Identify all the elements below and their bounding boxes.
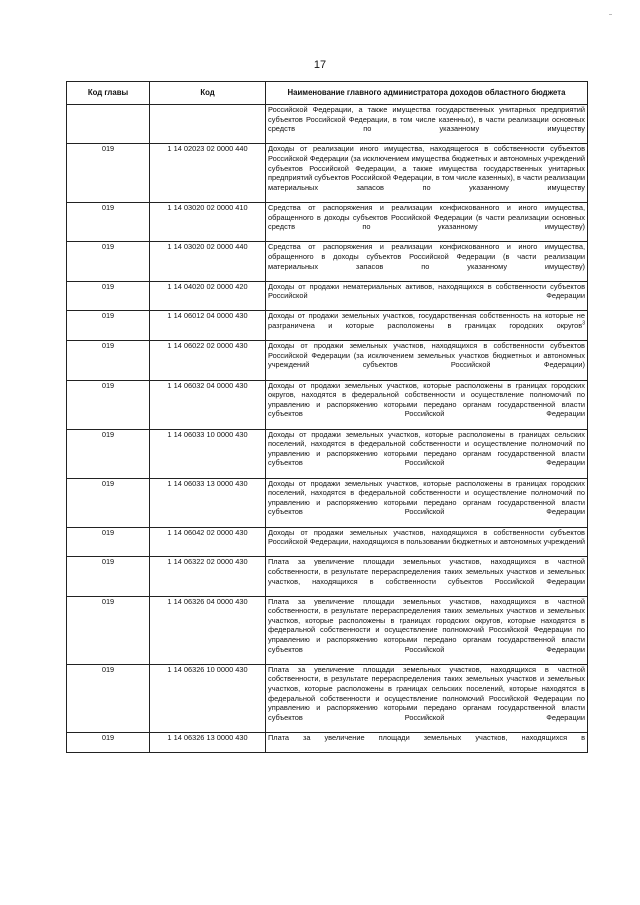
revenue-name-text: Доходы от продажи нематериальных активов, находящихся в собственности субъектов Российской Федерации: [268, 281, 585, 301]
revenue-name-cell: [266, 478, 588, 527]
revenue-code-cell: 1 14 06042 02 0000 430: [150, 527, 266, 557]
table-row: [67, 144, 588, 203]
chapter-code-cell: [67, 105, 150, 144]
table-row: [67, 341, 588, 380]
table-row: [67, 429, 588, 478]
table-row: [67, 664, 588, 732]
scan-mark: [609, 14, 612, 15]
chapter-code-cell: 019: [67, 596, 150, 664]
table-row: [67, 557, 588, 596]
chapter-code-cell: 019: [67, 664, 150, 732]
revenue-name-text: Доходы от продажи земельных участков, государственная собственность на которые не разграничена и которые расположены в границах городских округов: [268, 311, 585, 331]
revenue-name-text: Средства от распоряжения и реализации конфискованного и иного имущества, обращенного в доходы субъектов Российской Федерации (в части реализации основных средств по указанному имуществу): [268, 202, 585, 232]
page-number: 17: [313, 59, 327, 71]
revenue-name-cell: [266, 527, 588, 557]
table-header-row: [67, 82, 588, 105]
table-row: [67, 242, 588, 281]
chapter-code-cell: 019: [67, 281, 150, 311]
revenue-code-cell: [150, 105, 266, 144]
revenue-name-text: Плата за увеличение площади земельных участков, находящихся в частной собственности, в результате перераспределения таких земельных участков и земельных участков, которые расположены в границах сельских поселений, которые находятся в федеральной собственности и осуществление полномочий Российской Федерации по управлению и распоряжению которыми передано органам государственной власти субъектов Российской Федерации: [268, 664, 585, 722]
table-row: [67, 596, 588, 664]
revenue-code-cell: 1 14 06012 04 0000 430: [150, 311, 266, 341]
table-row: [67, 311, 588, 341]
table-row: [67, 202, 588, 241]
revenue-code-cell: 1 14 06322 02 0000 430: [150, 557, 266, 596]
chapter-code-cell: 019: [67, 311, 150, 341]
revenue-code-cell: 1 14 06022 02 0000 430: [150, 341, 266, 380]
revenue-name-cell: [266, 557, 588, 596]
chapter-code-cell: 019: [67, 478, 150, 527]
table-row: [67, 281, 588, 311]
table-row: [67, 380, 588, 429]
revenue-name-text: Плата за увеличение площади земельных участков, находящихся в частной собственности, в результате перераспределения таких земельных участков и земельных участков, находящихся в собственности субъектов Российской Федерации: [268, 557, 585, 586]
revenue-name-cell: [266, 144, 588, 203]
revenue-name-cell: [266, 596, 588, 664]
revenue-name-text: Плата за увеличение площади земельных участков, находящихся в частной собственности, в результате перераспределения таких земельных участков и земельных участков, которые расположены в границах городских округов, которые находятся в федеральной собственности и осуществление полномочий Российской Федерации по управлению и распоряжению которыми передано органам государственной власти субъектов Российской Федерации: [268, 596, 585, 654]
revenue-code-cell: 1 14 06033 10 0000 430: [150, 429, 266, 478]
header-administrator-name: Наименование главного администратора доходов областного бюджета: [266, 82, 588, 105]
revenue-name-cell: [266, 311, 588, 341]
chapter-code-cell: 019: [67, 429, 150, 478]
header-chapter-code: Код главы: [67, 82, 150, 105]
chapter-code-cell: 019: [67, 733, 150, 753]
revenue-codes-table: [66, 81, 588, 753]
chapter-code-cell: 019: [67, 144, 150, 203]
revenue-name-text: Доходы от продажи земельных участков, которые расположены в границах городских поселений, находятся в федеральной собственности и осуществление полномочий по управлению и распоряжению которыми передано органам государственной власти субъектов Российской Федерации: [268, 478, 585, 517]
revenue-code-cell: 1 14 06032 04 0000 430: [150, 380, 266, 429]
revenue-name-cell: [266, 202, 588, 241]
chapter-code-cell: 019: [67, 557, 150, 596]
revenue-name-cell: [266, 733, 588, 753]
revenue-code-cell: 1 14 06326 04 0000 430: [150, 596, 266, 664]
revenue-code-cell: 1 14 04020 02 0000 420: [150, 281, 266, 311]
revenue-name-text: Российской Федерации, а также имущества государственных унитарных предприятий субъектов Российской Федерации, в том числе казенных), в части реализации основных средств по указанному имуществу: [268, 105, 585, 134]
chapter-code-cell: 019: [67, 242, 150, 281]
table-row: [67, 527, 588, 557]
revenue-name-text: Средства от распоряжения и реализации конфискованного и иного имущества, обращенного в доходы субъектов Российской Федерации (в части реализации материальных запасов по указанному имуществу): [268, 242, 585, 271]
revenue-code-cell: 1 14 06326 13 0000 430: [150, 733, 266, 753]
chapter-code-cell: 019: [67, 202, 150, 241]
table-row: [67, 733, 588, 753]
revenue-name-cell: [266, 281, 588, 311]
chapter-code-cell: 019: [67, 527, 150, 557]
revenue-name-cell: [266, 380, 588, 429]
table-row: [67, 105, 588, 144]
revenue-name-text: Доходы от продажи земельных участков, находящихся в собственности субъектов Российской Федерации (за исключением земельных участков бюджетных и автономных учреждений субъектов Российской Федерации): [268, 341, 585, 370]
revenue-code-cell: 1 14 02023 02 0000 440: [150, 144, 266, 203]
revenue-code-cell: 1 14 03020 02 0000 410: [150, 202, 266, 241]
revenue-code-cell: 1 14 03020 02 0000 440: [150, 242, 266, 281]
revenue-name-cell: [266, 429, 588, 478]
header-code: Код: [150, 82, 266, 105]
table-body: [67, 105, 588, 753]
revenue-name-text: Доходы от реализации иного имущества, находящегося в собственности субъектов Российской Федерации (за исключением имущества бюджетных и автономных учреждений субъектов Российской Федерации, а также имущества государственных унитарных предприятий субъектов Российской Федерации, в том числе казенных), в части реализации материальных запасов по указанному имуществу: [268, 144, 585, 192]
revenue-name-text: Доходы от продажи земельных участков, находящихся в собственности субъектов Российской Федерации, находящихся в пользовании бюджетных и автономных учреждений: [268, 527, 585, 547]
chapter-code-cell: 019: [67, 380, 150, 429]
chapter-code-cell: 019: [67, 341, 150, 380]
revenue-name-cell: [266, 341, 588, 380]
revenue-name-cell: [266, 664, 588, 732]
table-row: [67, 478, 588, 527]
revenue-name-cell: [266, 242, 588, 281]
revenue-name-text: Плата за увеличение площади земельных участков, находящихся в: [268, 733, 585, 742]
revenue-name-cell: [266, 105, 588, 144]
revenue-name-text: Доходы от продажи земельных участков, которые расположены в границах городских округов, находятся в федеральной собственности и осуществление полномочий по управлению и распоряжению которыми передано органам государственной власти субъектов Российской Федерации: [268, 380, 585, 419]
footnote-marker: 3: [582, 320, 585, 327]
revenue-code-cell: 1 14 06326 10 0000 430: [150, 664, 266, 732]
revenue-name-text: Доходы от продажи земельных участков, которые расположены в границах сельских поселений, находятся в федеральной собственности и осуществление полномочий по управлению и распоряжению которыми передано органам государственной власти субъектов Российской Федерации: [268, 429, 585, 468]
revenue-code-cell: 1 14 06033 13 0000 430: [150, 478, 266, 527]
